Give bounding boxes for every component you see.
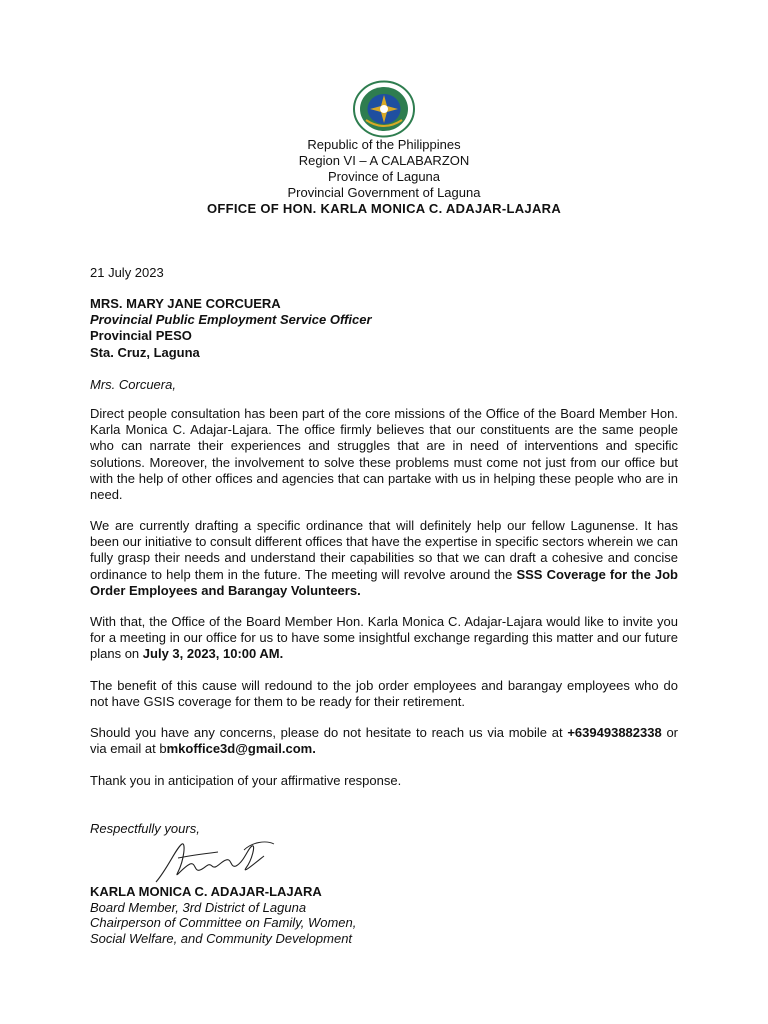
meeting-topic: SSS Coverage for the Job Order Employees and Barangay Volunteers.	[90, 566, 678, 598]
letterhead-republic: Republic of the Philippines	[307, 137, 461, 152]
recipient-office: Provincial PESO	[90, 328, 192, 344]
body-paragraph-6: Thank you in anticipation of your affirmative response.	[90, 773, 402, 788]
body-paragraph-2	[90, 518, 678, 599]
body-paragraph-5	[90, 725, 678, 757]
letterhead-government: Provincial Government of Laguna	[287, 185, 481, 200]
letterhead-region: Region VI – A CALABARZON	[298, 153, 470, 168]
recipient-block	[90, 296, 372, 361]
signer-title-1: Board Member, 3rd District of Laguna	[90, 899, 307, 915]
provincial-seal-icon	[352, 80, 416, 138]
closing: Respectfully yours,	[90, 821, 200, 836]
signer-title-3: Social Welfare, and Community Development	[90, 930, 353, 946]
letterhead-office: OFFICE OF HON. KARLA MONICA C. ADAJAR-LAJARA	[206, 201, 562, 216]
paragraph-5-text: Should you have any concerns, please do not hesitate to reach us via mobile at	[90, 725, 563, 740]
signer-title-2: Chairperson of Committee on Family, Women,	[90, 915, 357, 931]
body-paragraph-4: The benefit of this cause will redound to the job order employees and barangay employees who do not have GSIS coverage for them to be ready for their retirement.	[90, 678, 678, 710]
letter-date: 21 July 2023	[90, 265, 164, 280]
paragraph-3-text: With that, the Office of the Board Member Hon. Karla Monica C. Adajar-Lajara would like to invite you for a meeting in our office for us to have some insightful exchange regarding this matter and our future plans on	[90, 614, 678, 662]
signer-block	[90, 884, 356, 946]
letterhead	[0, 137, 768, 217]
paragraph-2-text: We are currently drafting a specific ordinance that will definitely help our fellow Lagunense. It has been our initiative to consult different offices that have the expertise in specific sectors wherein we can fully grasp their needs and understand their capabilities so that we can draft a cohesive and concise ordinance to help them in the future. The meeting will revolve around the	[90, 518, 678, 582]
letterhead-province: Province of Laguna	[327, 169, 441, 184]
body-paragraph-1: Direct people consultation has been part of the core missions of the Office of the Board Member Hon. Karla Monica C. Adajar-Lajara. The office firmly believes that our constituents are the same people who can narrate their experiences and struggles that are in need of interventions and specific solutions. Moreover, the involvement to solve these problems must come not just from our office but with the help of other offices and agencies that can partake with us in helping these people who are in need.	[90, 406, 678, 503]
meeting-schedule: July 3, 2023, 10:00 AM.	[142, 646, 284, 662]
body-paragraph-3	[90, 614, 678, 663]
contact-email[interactable]: mkoffice3d@gmail.com.	[166, 741, 316, 757]
contact-phone[interactable]: +639493882338	[567, 725, 662, 740]
handwritten-signature	[148, 838, 278, 888]
salutation: Mrs. Corcuera,	[90, 377, 176, 392]
recipient-position: Provincial Public Employment Service Officer	[90, 312, 372, 328]
signer-name: KARLA MONICA C. ADAJAR-LAJARA	[90, 884, 322, 899]
paragraph-5-mid: or via email at b	[90, 725, 679, 757]
recipient-location: Sta. Cruz, Laguna	[90, 344, 200, 360]
recipient-name: MRS. MARY JANE CORCUERA	[90, 296, 281, 311]
